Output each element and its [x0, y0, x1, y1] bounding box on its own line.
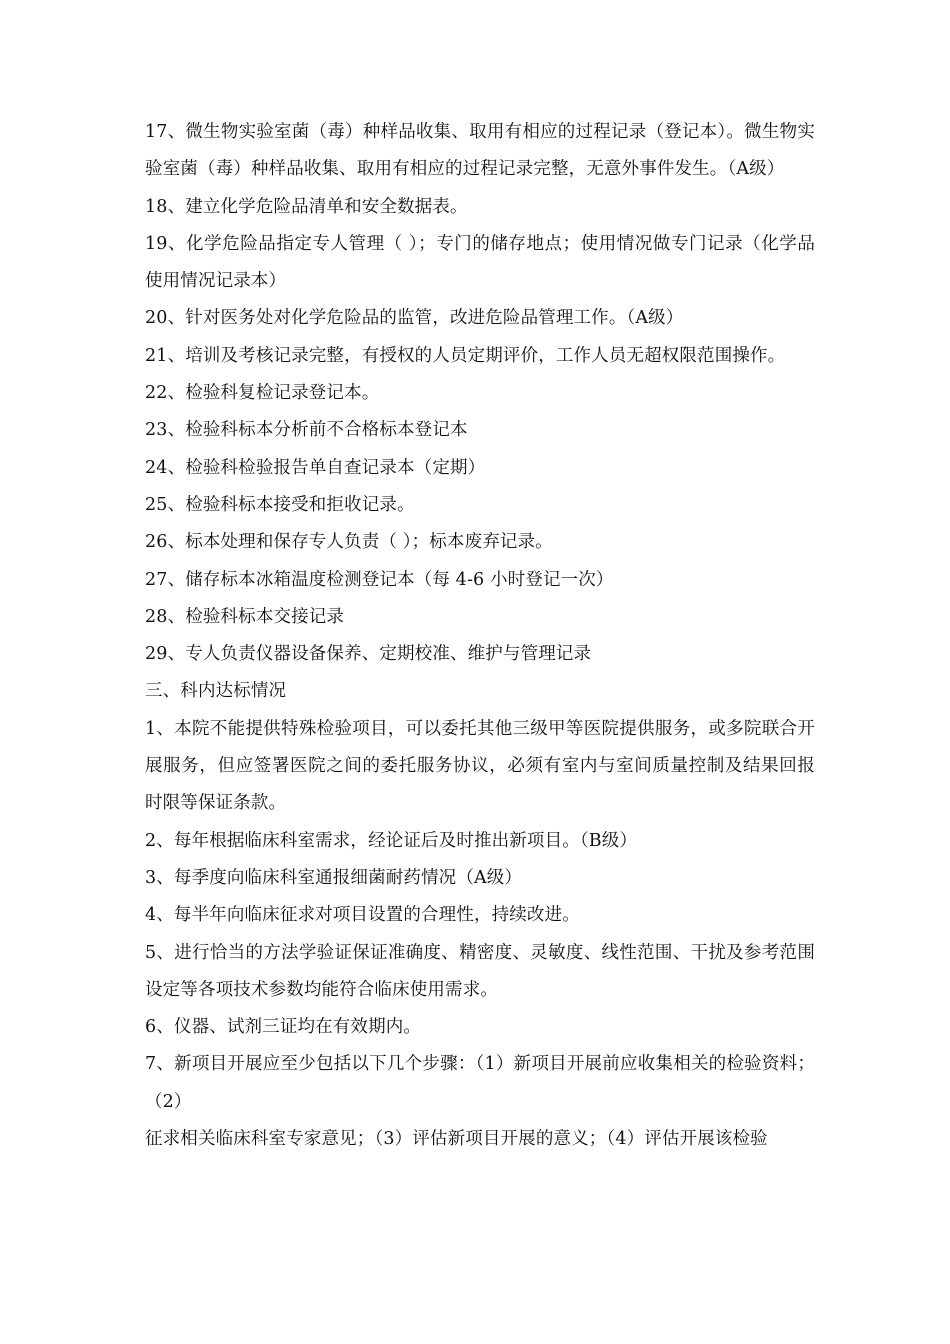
paragraph-s3-3: 3、每季度向临床科室通报细菌耐药情况（A级） — [145, 867, 523, 888]
paragraph-s3-7: 7、新项目开展应至少包括以下几个步骤：（1）新项目开展前应收集相关的检验资料；（2） — [145, 1054, 815, 1112]
paragraph-22: 22、检验科复检记录登记本。 — [145, 383, 380, 404]
paragraph-17: 17、微生物实验室菌（毒）种样品收集、取用有相应的过程记录（登记本）。微生物实验室菌（毒）种样品收集、取用有相应的过程记录完整，无意外事件发生。（A级） — [145, 122, 815, 180]
paragraph-25: 25、检验科标本接受和拒收记录。 — [145, 494, 415, 515]
paragraph-s3-7-continued: 征求相关临床科室专家意见；（3）评估新项目开展的意义；（4）评估开展该检验 — [145, 1129, 768, 1150]
paragraph-24: 24、检验科检验报告单自查记录本（定期） — [145, 457, 486, 478]
section-heading-3: 三、科内达标情况 — [145, 681, 287, 702]
paragraph-s3-2: 2、每年根据临床科室需求，经论证后及时推出新项目。（B级） — [145, 830, 638, 851]
paragraph-s3-5: 5、进行恰当的方法学验证保证准确度、精密度、灵敏度、线性范围、干扰及参考范围设定等各项技术参数均能符合临床使用需求。 — [145, 942, 815, 1000]
paragraph-s3-4: 4、每半年向临床征求对项目设置的合理性，持续改进。 — [145, 905, 580, 926]
paragraph-s3-1: 1、本院不能提供特殊检验项目，可以委托其他三级甲等医院提供服务，或多院联合开展服务，但应签署医院之间的委托服务协议，必须有室内与室间质量控制及结果回报时限等保证条款。 — [145, 718, 815, 814]
paragraph-s3-6: 6、仪器、试剂三证均在有效期内。 — [145, 1017, 422, 1038]
document-body — [145, 114, 815, 1158]
paragraph-23: 23、检验科标本分析前不合格标本登记本 — [145, 420, 468, 441]
paragraph-21: 21、培训及考核记录完整，有授权的人员定期评价，工作人员无超权限范围操作。 — [145, 345, 786, 366]
paragraph-26: 26、标本处理和保存专人负责（ ）；标本废弃记录。 — [145, 532, 553, 553]
paragraph-27: 27、储存标本冰箱温度检测登记本（每 4-6 小时登记一次） — [145, 569, 614, 590]
paragraph-20: 20、针对医务处对化学危险品的监管，改进危险品管理工作。（A级） — [145, 308, 684, 329]
paragraph-18: 18、建立化学危险品清单和安全数据表。 — [145, 196, 468, 217]
paragraph-19: 19、化学危险品指定专人管理（ ）；专门的储存地点；使用情况做专门记录（化学品使用情况记录本） — [145, 233, 815, 292]
paragraph-29: 29、专人负责仪器设备保养、定期校准、维护与管理记录 — [145, 644, 592, 665]
paragraph-28: 28、检验科标本交接记录 — [145, 606, 345, 627]
